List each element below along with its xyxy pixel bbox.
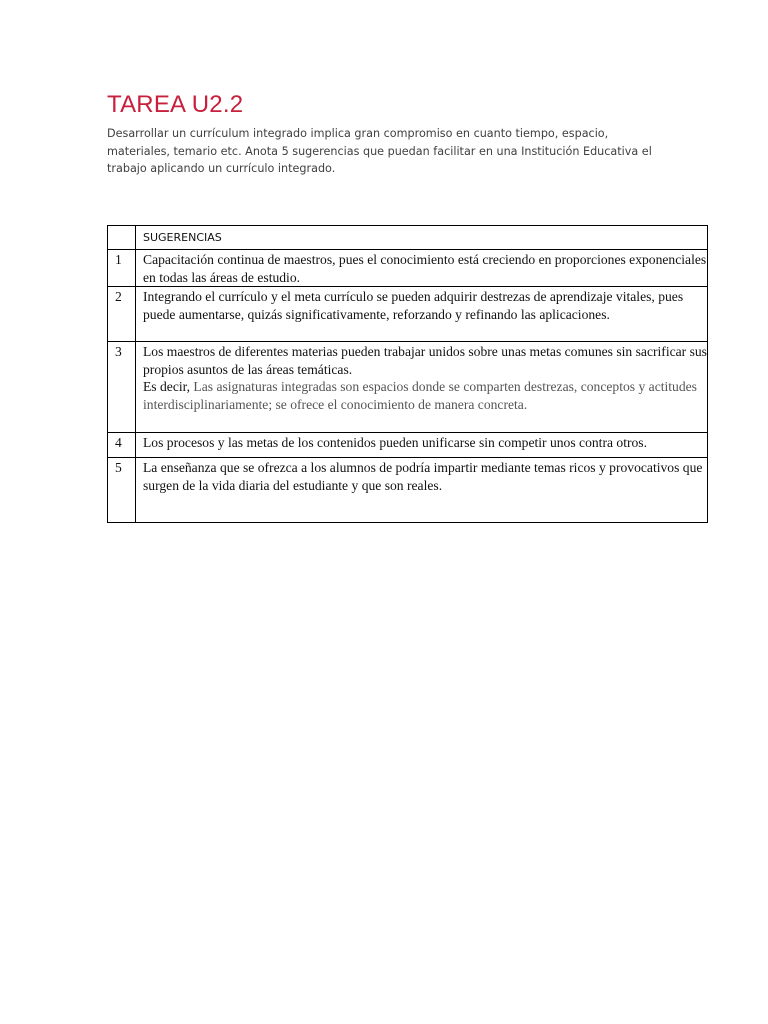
row-number: 5 <box>108 458 136 523</box>
suggestion-prefix: Es decir, <box>143 379 194 394</box>
suggestions-table <box>107 225 708 523</box>
suggestion-text: Capacitación continua de maestros, pues el conocimiento está creciendo en proporciones exponenciales en todas las áreas de estudio. <box>136 250 708 287</box>
row-number: 3 <box>108 342 136 433</box>
table-row <box>108 342 708 433</box>
suggestions-column-header: SUGERENCIAS <box>136 226 708 250</box>
row-number: 2 <box>108 287 136 342</box>
suggestion-cell <box>136 342 708 433</box>
suggestion-text: Los procesos y las metas de los contenidos pueden unificarse sin competir unos contra otros. <box>136 433 708 458</box>
row-number: 1 <box>108 250 136 287</box>
document-page <box>107 88 708 493</box>
table-row <box>108 287 708 342</box>
suggestion-text: Los maestros de diferentes materias pueden trabajar unidos sobre unas metas comunes sin sacrificar sus propios asuntos de las áreas temáticas. <box>143 344 707 377</box>
page-title: TAREA U2.2 <box>107 91 244 118</box>
suggestion-text: Integrando el currículo y el meta currículo se pueden adquirir destrezas de aprendizaje vitales, pues puede aumentarse, quizás significativamente, reforzando y refinando las aplicaciones. <box>136 287 708 342</box>
suggestion-extra-text: Las asignaturas integradas son espacios donde se comparten destrezas, conceptos y actitudes interdisciplinariamente; se ofrece el conocimiento de manera concreta. <box>143 379 697 412</box>
row-number: 4 <box>108 433 136 458</box>
table-header-row <box>108 226 708 250</box>
table-row <box>108 250 708 287</box>
table-row <box>108 433 708 458</box>
number-column-header <box>108 226 136 250</box>
intro-paragraph: Desarrollar un currículum integrado implica gran compromiso en cuanto tiempo, espacio, materiales, temario etc. Anota 5 sugerencias que puedan facilitar en una Institución Educativa el trabajo aplicando un currículo integrado. <box>107 127 652 175</box>
suggestion-text: La enseñanza que se ofrezca a los alumnos de podría impartir mediante temas ricos y provocativos que surgen de la vida diaria del estudiante y que son reales. <box>136 458 708 523</box>
table-row <box>108 458 708 523</box>
